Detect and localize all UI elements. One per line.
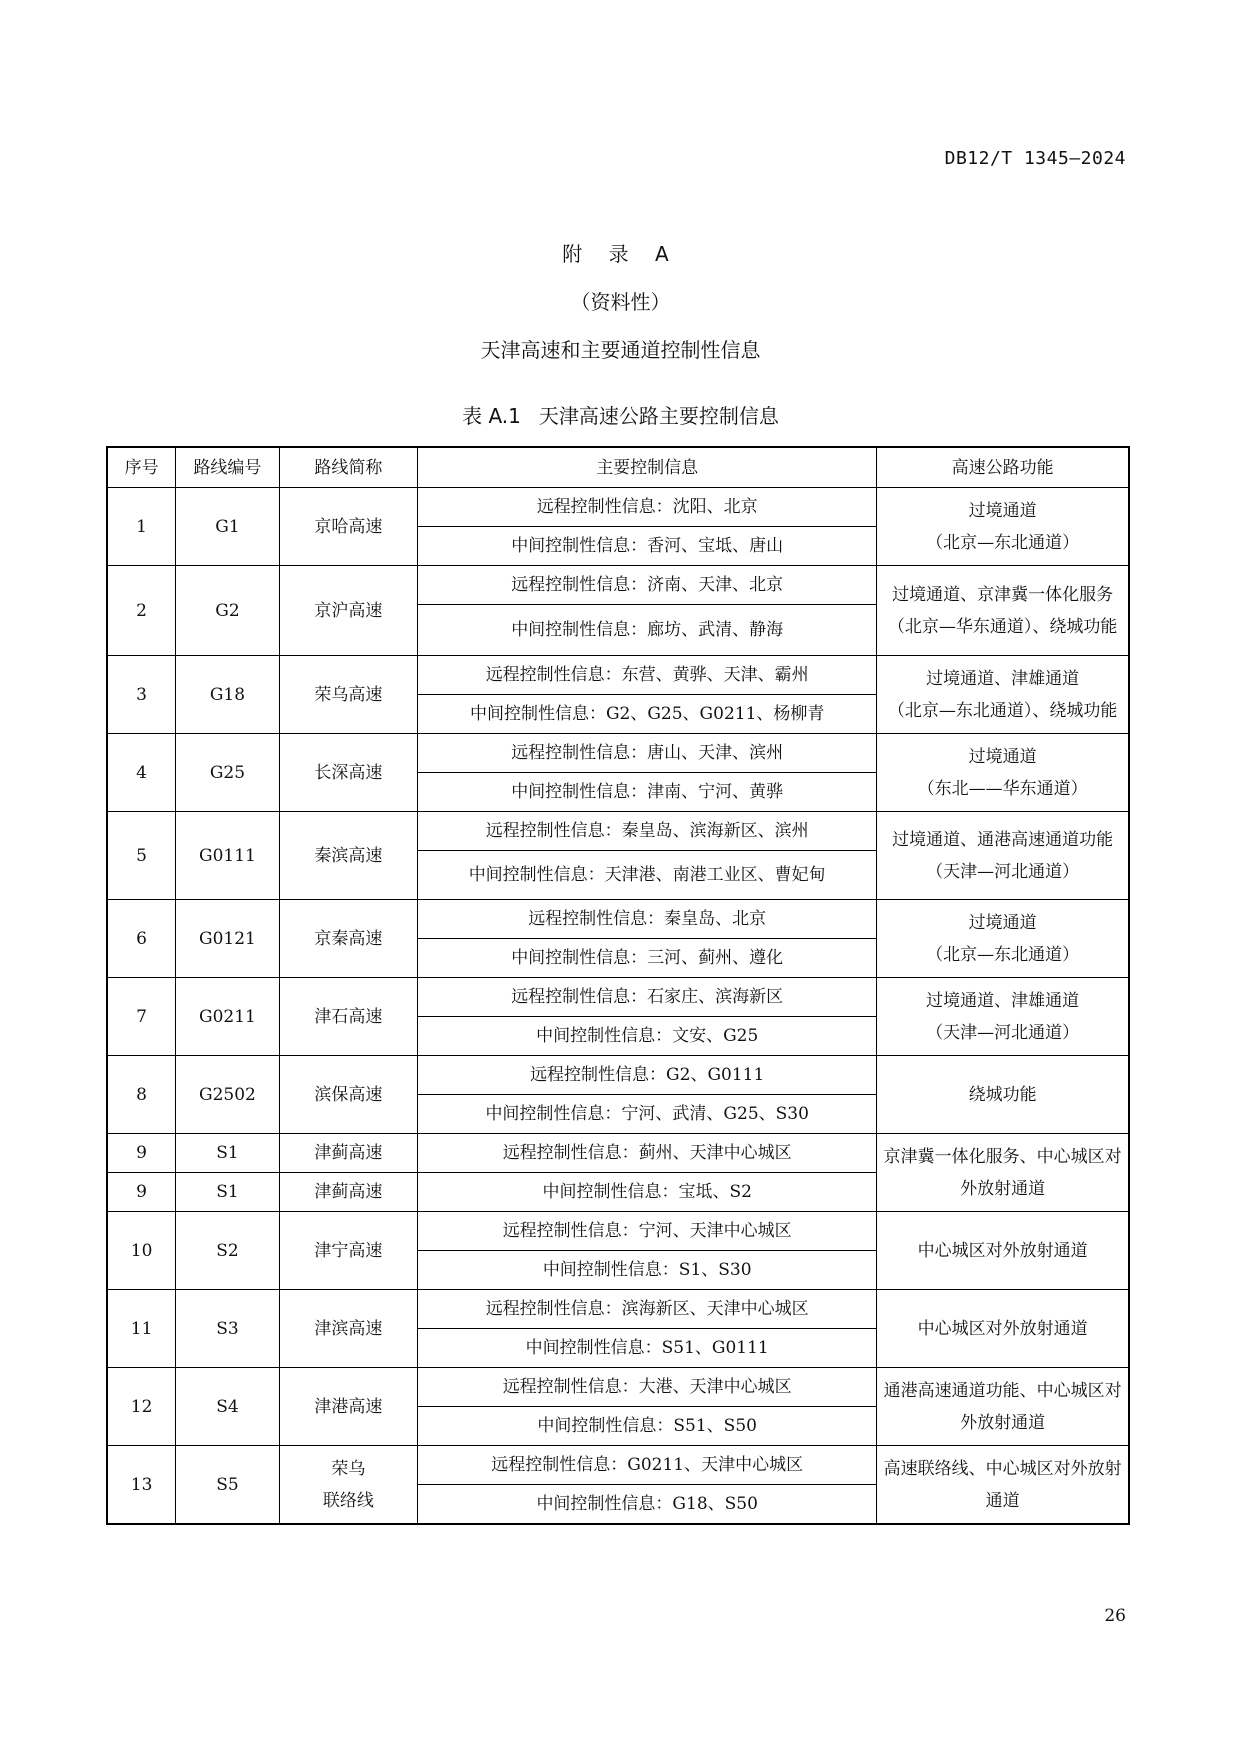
middle-control-info: 中间控制性信息：文安、G25: [418, 1017, 877, 1056]
header-route-code: 路线编号: [176, 447, 280, 488]
route-name: 滨保高速: [279, 1056, 417, 1134]
table-row: [107, 1134, 1129, 1173]
table-row: [107, 656, 1129, 695]
row-no: 9: [107, 1134, 176, 1173]
row-no: 4: [107, 734, 176, 812]
function-cell: 绕城功能: [877, 1056, 1129, 1134]
middle-control-info: 中间控制性信息：廊坊、武清、静海: [418, 605, 877, 656]
remote-control-info: 远程控制性信息：宁河、天津中心城区: [418, 1212, 877, 1251]
middle-control-info: 中间控制性信息：宁河、武清、G25、S30: [418, 1095, 877, 1134]
table-row: [107, 1212, 1129, 1251]
table-row: [107, 1290, 1129, 1329]
route-name: 京哈高速: [279, 488, 417, 566]
route-name: 津滨高速: [279, 1290, 417, 1368]
remote-control-info: 远程控制性信息：大港、天津中心城区: [418, 1368, 877, 1407]
function-cell: 过境通道、津雄通道 （天津—河北通道）: [877, 978, 1129, 1056]
route-name: 津石高速: [279, 978, 417, 1056]
row-no: 3: [107, 656, 176, 734]
row-no: 2: [107, 566, 176, 656]
route-code: G0121: [176, 900, 280, 978]
route-code: G2: [176, 566, 280, 656]
route-code: G18: [176, 656, 280, 734]
function-cell: 过境通道、通港高速通道功能 （天津—河北通道）: [877, 812, 1129, 900]
route-code: S3: [176, 1290, 280, 1368]
table-row: [107, 900, 1129, 939]
remote-control-info: 远程控制性信息：石家庄、滨海新区: [418, 978, 877, 1017]
remote-control-info: 远程控制性信息：济南、天津、北京: [418, 566, 877, 605]
remote-control-info: 远程控制性信息：沈阳、北京: [418, 488, 877, 527]
function-cell: 中心城区对外放射通道: [877, 1290, 1129, 1368]
function-cell: 过境通道 （北京—东北通道）: [877, 900, 1129, 978]
document-code: DB12/T 1345—2024: [944, 148, 1126, 169]
route-name: 津蓟高速: [279, 1173, 417, 1212]
route-name: 津港高速: [279, 1368, 417, 1446]
table-row: [107, 1368, 1129, 1407]
row-no: 11: [107, 1290, 176, 1368]
route-name: 京沪高速: [279, 566, 417, 656]
table-row: [107, 1056, 1129, 1095]
route-code: S2: [176, 1212, 280, 1290]
remote-control-info: 远程控制性信息：秦皇岛、北京: [418, 900, 877, 939]
route-code: G0111: [176, 812, 280, 900]
function-cell: 过境通道、津雄通道 （北京—东北通道）、绕城功能: [877, 656, 1129, 734]
middle-control-info: 中间控制性信息：G18、S50: [418, 1485, 877, 1525]
appendix-subject: 天津高速和主要通道控制性信息: [480, 338, 761, 362]
table-row: [107, 566, 1129, 605]
middle-control-info: 中间控制性信息：S51、S50: [418, 1407, 877, 1446]
header-function: 高速公路功能: [877, 447, 1129, 488]
route-name: 津宁高速: [279, 1212, 417, 1290]
table-row: [107, 488, 1129, 527]
route-code: S1: [176, 1134, 280, 1173]
function-cell: 通港高速通道功能、中心城区对外放射通道: [877, 1368, 1129, 1446]
row-no: 7: [107, 978, 176, 1056]
table-row: [107, 978, 1129, 1017]
middle-control-info: 中间控制性信息：天津港、南港工业区、曹妃甸: [418, 851, 877, 900]
row-no: 6: [107, 900, 176, 978]
table-caption-number: 表 A.1: [462, 404, 521, 428]
function-cell: 中心城区对外放射通道: [877, 1212, 1129, 1290]
function-cell: 过境通道、京津冀一体化服务 （北京—华东通道）、绕城功能: [877, 566, 1129, 656]
route-code: S5: [176, 1446, 280, 1525]
row-no: 13: [107, 1446, 176, 1525]
middle-control-info: 中间控制性信息：三河、蓟州、遵化: [418, 939, 877, 978]
row-no: 12: [107, 1368, 176, 1446]
route-code: S1: [176, 1173, 280, 1212]
table-row: [107, 812, 1129, 851]
middle-control-info: 中间控制性信息：宝坻、S2: [418, 1173, 877, 1212]
remote-control-info: 远程控制性信息：G0211、天津中心城区: [418, 1446, 877, 1485]
row-no: 5: [107, 812, 176, 900]
remote-control-info: 远程控制性信息：东营、黄骅、天津、霸州: [418, 656, 877, 695]
remote-control-info: 远程控制性信息：秦皇岛、滨海新区、滨州: [418, 812, 877, 851]
table-caption: [0, 400, 1241, 429]
route-code: G25: [176, 734, 280, 812]
middle-control-info: 中间控制性信息：津南、宁河、黄骅: [418, 773, 877, 812]
middle-control-info: 中间控制性信息：香河、宝坻、唐山: [418, 527, 877, 566]
row-no: 8: [107, 1056, 176, 1134]
function-cell: 高速联络线、中心城区对外放射通道: [877, 1446, 1129, 1525]
middle-control-info: 中间控制性信息：G2、G25、G0211、杨柳青: [418, 695, 877, 734]
middle-control-info: 中间控制性信息：S51、G0111: [418, 1329, 877, 1368]
header-route-name: 路线简称: [279, 447, 417, 488]
route-code: S4: [176, 1368, 280, 1446]
row-no: 9: [107, 1173, 176, 1212]
remote-control-info: 远程控制性信息：蓟州、天津中心城区: [418, 1134, 877, 1173]
remote-control-info: 远程控制性信息：滨海新区、天津中心城区: [418, 1290, 877, 1329]
table-row: [107, 1446, 1129, 1485]
table-header-row: [107, 447, 1129, 488]
row-no: 10: [107, 1212, 176, 1290]
function-cell: 京津冀一体化服务、中心城区对外放射通道: [877, 1134, 1129, 1212]
remote-control-info: 远程控制性信息：唐山、天津、滨州: [418, 734, 877, 773]
header-no: 序号: [107, 447, 176, 488]
middle-control-info: 中间控制性信息：S1、S30: [418, 1251, 877, 1290]
route-name: 京秦高速: [279, 900, 417, 978]
route-name: 荣乌高速: [279, 656, 417, 734]
remote-control-info: 远程控制性信息：G2、G0111: [418, 1056, 877, 1095]
route-code: G1: [176, 488, 280, 566]
function-cell: 过境通道 （北京—东北通道）: [877, 488, 1129, 566]
route-code: G0211: [176, 978, 280, 1056]
function-cell: 过境通道 （东北——华东通道）: [877, 734, 1129, 812]
route-name: 荣乌 联络线: [279, 1446, 417, 1525]
row-no: 1: [107, 488, 176, 566]
appendix-title: 附 录 A: [562, 242, 679, 266]
header-control-info: 主要控制信息: [418, 447, 877, 488]
route-code: G2502: [176, 1056, 280, 1134]
page-number: 26: [1104, 1606, 1126, 1626]
appendix-nature: （资料性）: [570, 290, 671, 314]
table-row: [107, 734, 1129, 773]
route-name: 长深高速: [279, 734, 417, 812]
route-name: 秦滨高速: [279, 812, 417, 900]
control-info-table: [106, 446, 1130, 1525]
table-caption-title: 天津高速公路主要控制信息: [538, 404, 779, 428]
route-name: 津蓟高速: [279, 1134, 417, 1173]
